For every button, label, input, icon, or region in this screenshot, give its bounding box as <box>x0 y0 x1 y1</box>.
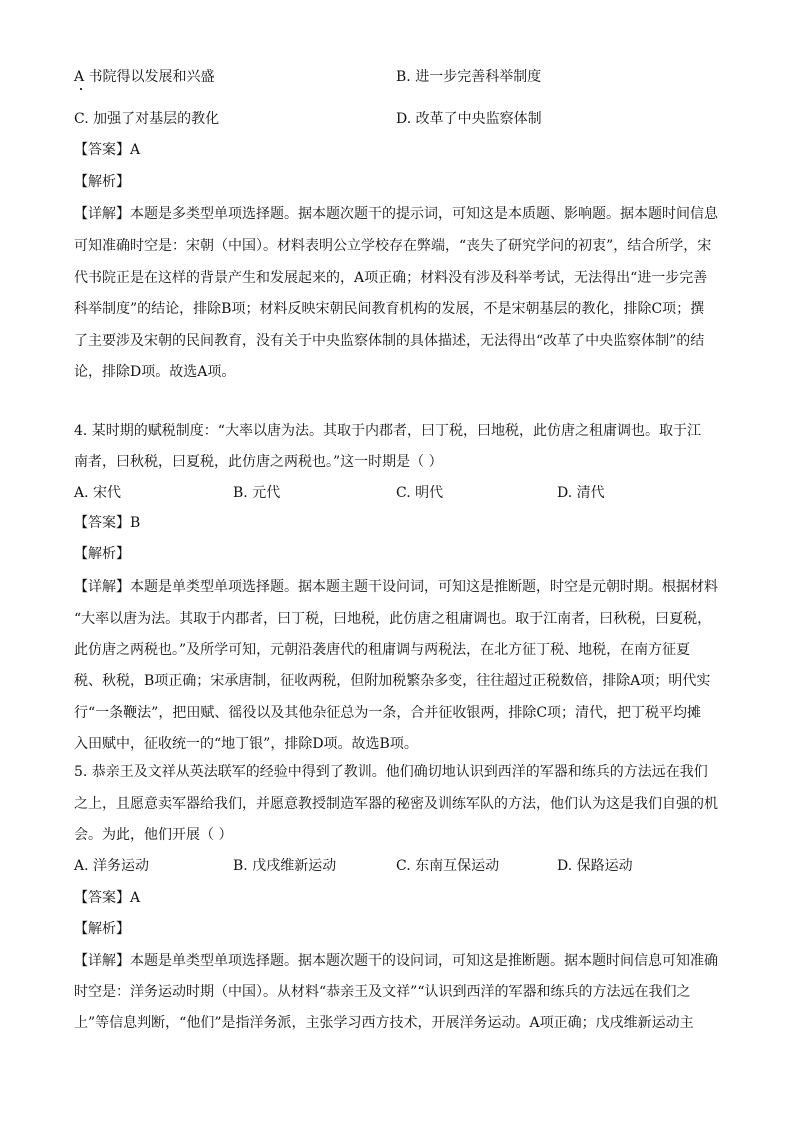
q3-detail-line-2: 可知准确时空是：宋朝（中国）。材料表明公立学校存在弊端，“丧失了研究学问的初衷”，结合所学，宋 <box>74 238 712 254</box>
q3-option-d: D. 改革了中央监察体制 <box>396 111 542 127</box>
q4-option-c: C. 明代 <box>396 485 444 501</box>
q5-analysis-heading: 【解析】 <box>74 921 130 937</box>
q4-detail-line-5: 行“一条鞭法”，把田赋、徭役以及其他杂征总为一条，合并征收银两，排除C项；清代，把丁税平均摊 <box>74 705 702 721</box>
q4-stem-line-2: 南者，曰秋税，曰夏税，此仿唐之两税也。”这一时期是（ ） <box>74 454 443 470</box>
q4-detail-line-3: 此仿唐之两税也。”及所学可知，元朝沿袭唐代的租庸调与两税法，在北方征丁税、地税，在南方征夏 <box>74 642 691 658</box>
stray-dot <box>80 88 82 90</box>
q3-option-c: C. 加强了对基层的教化 <box>74 111 220 127</box>
q3-option-b: B. 进一步完善科举制度 <box>396 69 542 85</box>
q5-option-b: B. 戊戌维新运动 <box>233 858 337 874</box>
q5-stem-line-2: 之上，且愿意卖军器给我们，并愿意教授制造军器的秘密及训练军队的方法，他们认为这是我们自强的机 <box>74 796 718 812</box>
q3-analysis-heading: 【解析】 <box>74 174 130 190</box>
q4-detail-line-6: 入田赋中，征收统一的“地丁银”，排除D项。故选B项。 <box>74 736 418 752</box>
q5-answer: 【答案】A <box>74 890 141 906</box>
q5-option-a: A. 洋务运动 <box>74 858 150 874</box>
q5-detail-line-3: 上”等信息判断，“他们”是指洋务派，主张学习西方技术，开展洋务运动。A项正确；戊戌维新运动主 <box>74 1015 694 1031</box>
q3-detail-line-6: 论，排除D项。故选A项。 <box>74 364 236 380</box>
q4-detail-line-2: “大率以唐为法。其取于内郡者，曰丁税，曰地税，此仿唐之租庸调也。取于江南者，曰秋税，曰夏税， <box>74 611 712 627</box>
q4-detail-line-4: 税、秋税，B项正确；宋承唐制，征收两税，但附加税繁杂多变，往往超过正税数倍，排除A项；明代实 <box>74 673 711 689</box>
q3-detail-line-3: 代书院正是在这样的背景产生和发展起来的，A项正确；材料没有涉及科举考试，无法得出“进一步完善 <box>74 270 708 286</box>
q5-stem-line-3: 会。为此，他们开展（ ） <box>74 827 233 843</box>
q4-option-b: B. 元代 <box>233 485 281 501</box>
q4-option-d: D. 清代 <box>557 485 605 501</box>
q5-option-c: C. 东南互保运动 <box>396 858 500 874</box>
q3-answer: 【答案】A <box>74 142 141 158</box>
q3-detail-line-4: 科举制度”的结论，排除B项；材料反映宋朝民间教育机构的发展，不是宋朝基层的教化，排除C项；撰 <box>74 301 705 317</box>
q3-option-a: A 书院得以发展和兴盛 <box>74 69 215 85</box>
q3-detail-line-5: 了主要涉及宋朝的民间教育，没有关于中央监察体制的具体描述，无法得出“改革了中央监察体制”的结 <box>74 333 705 349</box>
q4-answer: 【答案】B <box>74 515 141 531</box>
q5-stem-line-1: 5. 恭亲王及文祥从英法联军的经验中得到了教训。他们确切地认识到西洋的军器和练兵的方法远在我们 <box>74 764 708 780</box>
q3-detail-line-1: 【详解】本题是多类型单项选择题。据本题次题干的提示词，可知这是本质题、影响题。据本题时间信息 <box>74 206 718 222</box>
q5-option-d: D. 保路运动 <box>557 858 633 874</box>
q4-detail-line-1: 【详解】本题是单类型单项选择题。据本题主题干设问词，可知这是推断题，时空是元朝时期。根据材料 <box>74 579 718 595</box>
q5-detail-line-2: 时空是：洋务运动时期（中国）。从材料“恭亲王及文祥”“认识到西洋的军器和练兵的方法远在我们之 <box>74 984 691 1000</box>
q5-detail-line-1: 【详解】本题是单类型单项选择题。据本题次题干的设问词，可知这是推断题。据本题时间信息可知准确 <box>74 953 718 969</box>
q4-analysis-heading: 【解析】 <box>74 546 130 562</box>
q4-option-a: A. 宋代 <box>74 485 122 501</box>
q4-stem-line-1: 4. 某时期的赋税制度：“大率以唐为法。其取于内郡者，曰丁税，曰地税，此仿唐之租庸调也。取于江 <box>74 423 701 439</box>
